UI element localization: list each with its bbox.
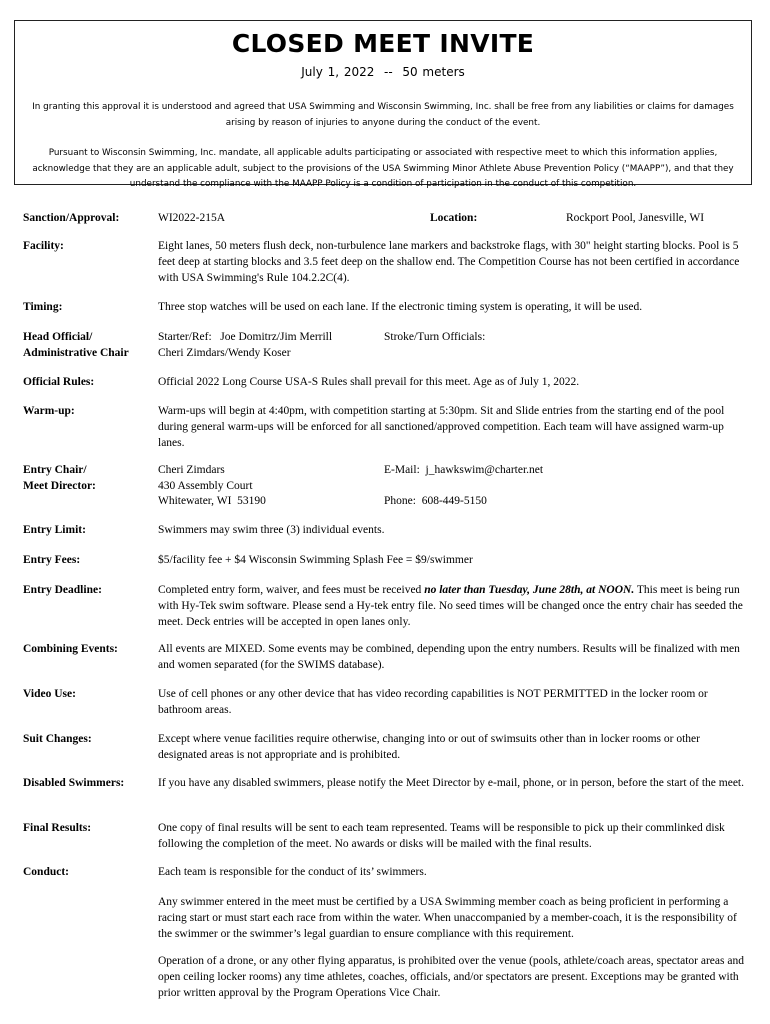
final-results-value: One copy of final results will be sent to each team represented. Teams will be responsible to pick up their commlinked disk following the completion of the meet. No awards or disks will be mailed with the final results. <box>158 822 725 850</box>
entry-chair-address2: Whitewater, WI 53190 <box>158 495 266 507</box>
admin-chair-names: Cheri Zimdars/Wendy Koser <box>158 347 291 359</box>
official-rules-label: Official Rules: <box>23 376 95 388</box>
conduct-p2: Any swimmer entered in the meet must be certified by a USA Swimming member coach as being proficient in performing a racing start or must start each race from within the water. When unaccompanied by a member-coach, it is the responsibility of the swimmer or the swimmer’s legal guardian to ensure compliance with this requirement. <box>158 896 737 940</box>
head-official-label-line1: Head Official/ <box>23 331 93 343</box>
head-official-label-line2: Administrative Chair <box>23 347 129 359</box>
entry-chair-label <box>23 462 158 494</box>
entry-deadline-emphasis: no later than Tuesday, June 28th, at NOON. <box>424 584 635 596</box>
video-use-value: Use of cell phones or any other device that has video recording capabilities is NOT PERMITTED in the locker room or bathroom areas. <box>158 688 708 716</box>
entry-fees-label: Entry Fees: <box>23 554 81 566</box>
disabled-swimmers-label: Disabled Swimmers: <box>23 777 125 789</box>
official-rules-value: Official 2022 Long Course USA-S Rules shall prevail for this meet. Age as of July 1, 2022. <box>158 376 580 388</box>
warmup-label: Warm-up: <box>23 405 75 417</box>
final-results-label: Final Results: <box>23 822 92 834</box>
disabled-swimmers-value: If you have any disabled swimmers, please notify the Meet Director by e-mail, phone, or in person, before the start of the meet. <box>158 777 744 789</box>
entry-fees-value: $5/facility fee + $4 Wisconsin Swimming Splash Fee = $9/swimmer <box>158 554 473 566</box>
entry-deadline-text-before: Completed entry form, waiver, and fees must be received <box>158 584 425 596</box>
timing-value: Three stop watches will be used on each lane. If the electronic timing system is operating, it will be used. <box>158 301 643 313</box>
combining-events-label: Combining Events: <box>23 643 118 655</box>
entry-deadline-label: Entry Deadline: <box>23 584 102 596</box>
entry-chair-phone: Phone: 608-449-5150 <box>384 495 487 507</box>
document-title: CLOSED MEET INVITE <box>231 29 535 58</box>
entry-limit-value: Swimmers may swim three (3) individual events. <box>158 524 385 536</box>
entry-chair-address1: 430 Assembly Court <box>158 480 253 492</box>
conduct-p3: Operation of a drone, or any other flying apparatus, is prohibited over the venue (pools, athlete/coach areas, spectator areas and open ceiling locker rooms) any time athletes, coaches, officials, and/or spectators are present. Exceptions may be granted with prior written approval by the Program Operations Vice Chair. <box>158 955 744 999</box>
entry-chair-label-line1: Entry Chair/ <box>23 464 87 476</box>
suit-changes-value: Except where venue facilities require otherwise, changing into or out of swimsuits other than in locker rooms or other designated areas is not appropriate and is prohibited. <box>158 733 700 761</box>
maapp-paragraph: Pursuant to Wisconsin Swimming, Inc. mandate, all applicable adults participating or associated with respective meet to which this information applies, acknowledge that they are an applicable adult, subject to the provisions of the USA Swimming Minor Athlete Abuse Prevention Policy (“MAAPP”), and that they understand the compliance with the MAAPP Policy is a condition of participation in the conduct of this competition. <box>32 148 734 189</box>
entry-chair-email[interactable]: E-Mail: j_hawkswim@charter.net <box>384 464 544 476</box>
meet-date-subtitle: July 1, 2022 -- 50 meters <box>301 65 465 79</box>
location-label: Location: <box>430 212 478 224</box>
timing-label: Timing: <box>23 301 63 313</box>
entry-chair-label-line2: Meet Director: <box>23 480 96 492</box>
starter-ref: Starter/Ref: Joe Domitrz/Jim Merrill <box>158 331 333 343</box>
stroke-turn-officials: Stroke/Turn Officials: <box>384 331 486 343</box>
header-box <box>14 20 752 189</box>
facility-label: Facility: <box>23 240 64 252</box>
combining-events-value: All events are MIXED. Some events may be combined, depending upon the entry numbers. Results will be finalized with men and women separated (for the SWIMS database). <box>158 643 740 671</box>
entry-deadline-value <box>158 582 748 630</box>
video-use-label: Video Use: <box>23 688 76 700</box>
entry-chair-name: Cheri Zimdars <box>158 464 225 476</box>
suit-changes-label: Suit Changes: <box>23 733 92 745</box>
head-official-label <box>23 329 158 361</box>
entry-limit-label: Entry Limit: <box>23 524 86 536</box>
liability-paragraph: In granting this approval it is understood and agreed that USA Swimming and Wisconsin Swimming, Inc. shall be free from any liabilities or claims for damages arising by reason of injuries to anyone during the conduct of the event. <box>32 102 734 128</box>
conduct-p1: Each team is responsible for the conduct of its’ swimmers. <box>158 866 427 878</box>
sanction-value: WI2022-215A <box>158 212 226 224</box>
facility-value: Eight lanes, 50 meters flush deck, non-turbulence lane markers and backstroke flags, with 30" height starting blocks. Pool is 5 feet deep at starting blocks and 3.5 feet deep on the shallow end. The Competition Course has not been certified in accordance with USA Swimming's Rule 104.2.2C(4). <box>158 240 740 284</box>
entry-deadline-text-after: This meet is being run with Hy-Tek swim software. Please send a Hy-tek entry file. No seed times will be changed once the entry chair has seeded the meet. Deck entries will be accepted in open lanes only. <box>158 584 743 628</box>
conduct-label: Conduct: <box>23 866 70 878</box>
sanction-label: Sanction/Approval: <box>23 212 120 224</box>
warmup-value: Warm-ups will begin at 4:40pm, with competition starting at 5:30pm. Sit and Slide entries from the starting end of the pool during general warm-ups will be enforced for all sanctioned/approved competition. Each team will have assigned warm-up lanes. <box>158 405 725 449</box>
location-value: Rockport Pool, Janesville, WI <box>566 212 705 224</box>
